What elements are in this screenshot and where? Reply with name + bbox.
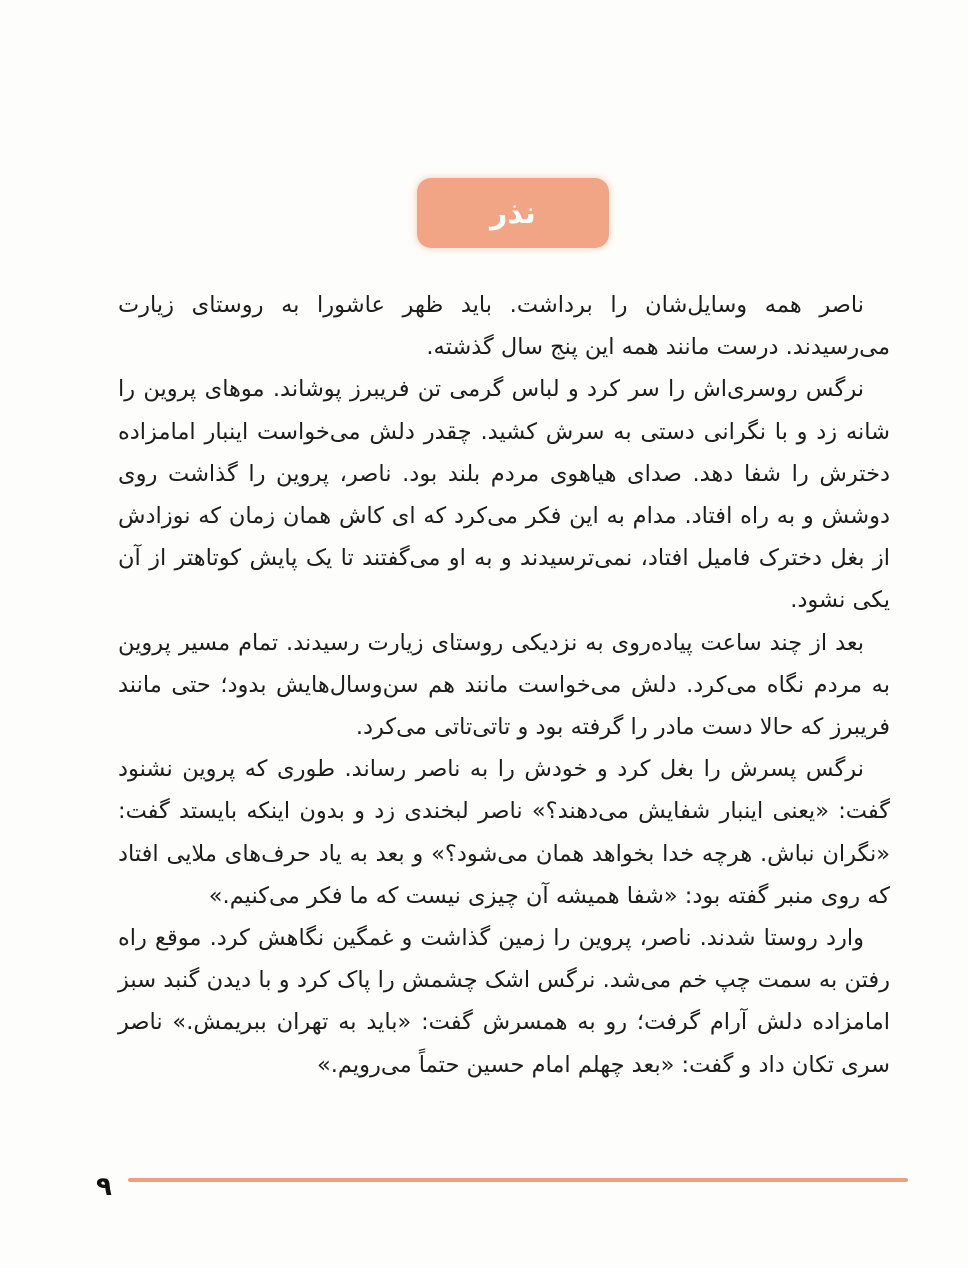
paragraph-4: نرگس پسرش را بغل کرد و خودش را به ناصر رساند. طوری که پروین نشنود گفت: «یعنی اینبار شفایش می‌دهند؟» ناصر لبخندی زد و بدون اینکه بایستد گفت: «نگران نباش. هرچه خدا بخواهد همان می‌شود؟» و بعد به یاد حرف‌های ملایی افتاد که روی منبر گفته بود: «شفا همیشه آن چیزی نیست که ما فکر می‌کنیم.» <box>118 756 890 909</box>
paragraph-3: بعد از چند ساعت پیاده‌روی به نزدیکی روستای زیارت رسیدند. تمام مسیر پروین به مردم نگاه می‌کرد. دلش می‌خواست مانند هم سن‌وسال‌هایش بدود؛ حتی مانند فریبرز که حالا دست مادر را گرفته بود و تاتی‌تاتی می‌کرد. <box>118 629 890 741</box>
page-number: ۹ <box>96 1172 112 1202</box>
paragraph-1: ناصر همه وسایل‌شان را برداشت. باید ظهر عاشورا به روستای زیارت می‌رسیدند. درست مانند همه این پنج سال گذشته. <box>118 292 890 361</box>
paragraph-2: نرگس روسری‌اش را سر کرد و لباس گرمی تن فریبرز پوشاند. موهای پروین را شانه زد و با نگرانی دستی به سرش کشید. چقدر دلش می‌خواست اینبار امامزاده دخترش را شفا دهد. صدای هیاهوی مردم بلند بود. ناصر، پروین را گذاشت روی دوشش و به راه افتاد. مدام به این فکر می‌کرد که ای کاش همان زمان که نوزادش از بغل دخترک فامیل افتاد، نمی‌ترسیدند و به او می‌گفتند تا یک پایش کوتاهتر از آن یکی نشود. <box>118 376 890 614</box>
paragraph-5: وارد روستا شدند. ناصر، پروین را زمین گذاشت و غمگین نگاهش کرد. موقع راه رفتن به سمت چپ خم می‌شد. نرگس اشک چشمش را پاک کرد و با دیدن گنبد سبز امامزاده دلش آرام گرفت؛ رو به همسرش گفت: «باید به تهران ببریمش.» ناصر سری تکان داد و گفت: «بعد چهلم امام حسین حتماً می‌رویم.» <box>118 925 890 1078</box>
footer-divider <box>128 1178 908 1182</box>
chapter-title-badge <box>417 178 609 248</box>
story-body <box>118 284 890 1086</box>
chapter-title: نذر <box>490 195 536 231</box>
